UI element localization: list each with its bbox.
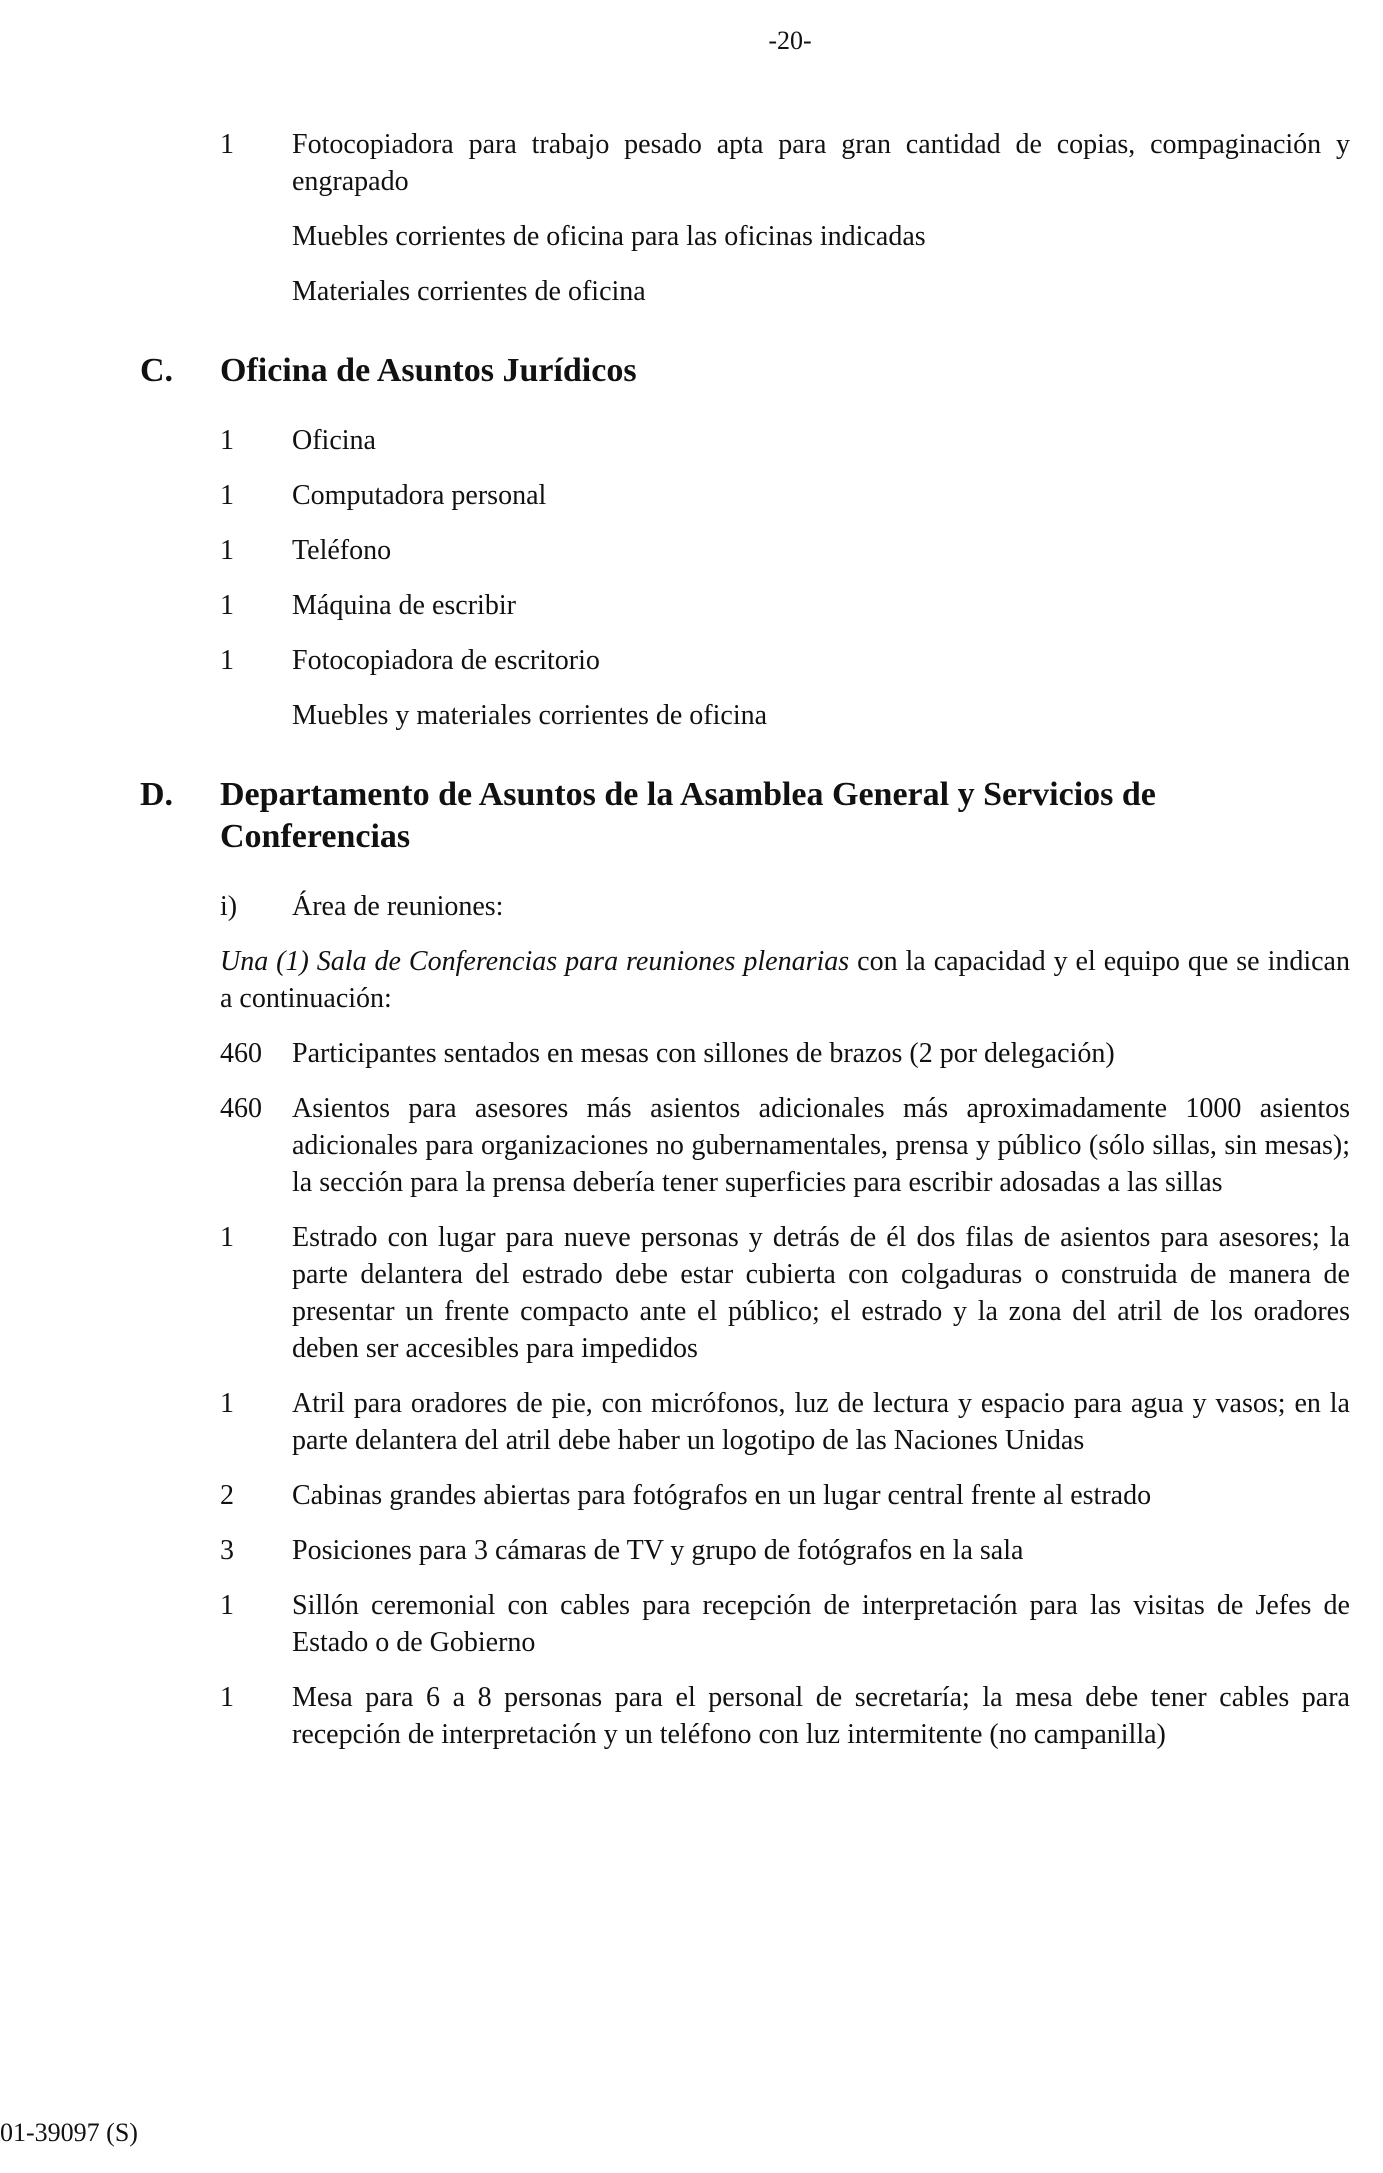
item-text: Cabinas grandes abiertas para fotógrafos en un lugar central frente al estrado: [292, 1480, 1152, 1511]
list-item: [220, 1219, 1350, 1367]
item-text: Participantes sentados en mesas con sillones de brazos (2 por delegación): [292, 1038, 1115, 1069]
intro-italic: Una (1) Sala de Conferencias para reuniones plenarias: [220, 946, 850, 977]
list-item: [220, 697, 1350, 734]
list-item: [220, 1587, 1350, 1661]
item-text: Muebles corrientes de oficina para las oficinas indicadas: [292, 221, 926, 252]
section-letter: D.: [140, 776, 174, 813]
item-quantity: 460: [220, 1093, 262, 1124]
subsection-marker: i): [220, 891, 238, 922]
item-text: Computadora personal: [292, 480, 547, 511]
list-item: [220, 1477, 1350, 1514]
list-item: [220, 587, 1350, 624]
document-body: [140, 126, 1350, 1771]
section-d-sub: [140, 888, 1350, 925]
item-quantity: 1: [220, 590, 234, 621]
item-text: Mesa para 6 a 8 personas para el personal de secretaría; la mesa debe tener cables para recepción de interpretación y un teléfono con luz intermitente (no campanilla): [292, 1682, 1350, 1750]
item-quantity: 1: [220, 425, 234, 456]
top-items-list: [140, 126, 1350, 310]
subsection-item: [220, 888, 1350, 925]
item-text: Posiciones para 3 cámaras de TV y grupo de fotógrafos en la sala: [292, 1535, 1024, 1566]
item-text: Materiales corrientes de oficina: [292, 276, 646, 307]
item-quantity: 1: [220, 535, 234, 566]
item-quantity: [220, 697, 292, 734]
list-item: [220, 1679, 1350, 1753]
item-quantity: [220, 218, 292, 255]
list-item: [220, 1385, 1350, 1459]
intro-rest: con la capacidad y el equipo que se indican a continuación:: [220, 946, 1350, 1014]
list-item: [220, 642, 1350, 679]
list-item: [220, 126, 1350, 200]
section-letter: C.: [140, 352, 174, 389]
section-title: Departamento de Asuntos de la Asamblea General y Servicios de Conferencias: [220, 776, 1156, 855]
item-quantity: 460: [220, 1038, 262, 1069]
section-c-heading: [140, 350, 1350, 392]
list-item: [220, 273, 1350, 310]
item-quantity: 1: [220, 1590, 234, 1621]
list-item: [220, 422, 1350, 459]
item-text: Estrado con lugar para nueve personas y detrás de él dos filas de asientos para asesores; la parte delantera del estrado debe estar cubierta con colgaduras o construida de manera de presentar un frente compacto ante el público; el estrado y la zona del atril de los oradores deben ser accesibles para impedidos: [292, 1222, 1350, 1364]
item-quantity: 1: [220, 480, 234, 511]
page-number: -20-: [768, 26, 812, 55]
section-title: Oficina de Asuntos Jurídicos: [220, 352, 637, 389]
item-quantity: 2: [220, 1480, 234, 1511]
section-c-list: [140, 422, 1350, 734]
item-text: Oficina: [292, 425, 376, 456]
document-code: 01-39097 (S): [0, 2118, 138, 2147]
item-quantity: 1: [220, 1388, 234, 1419]
section-d-list: [140, 1035, 1350, 1753]
list-item: [220, 1035, 1350, 1072]
intro-paragraph: [140, 943, 1350, 1017]
item-text: Teléfono: [292, 535, 392, 566]
item-quantity: 1: [220, 645, 234, 676]
item-text: Asientos para asesores más asientos adicionales más aproximadamente 1000 asientos adicionales para organizaciones no gubernamentales, prensa y público (sólo sillas, sin mesas); la sección para la prensa debería tener superficies para escribir adosadas a las sillas: [292, 1093, 1350, 1198]
item-text: Máquina de escribir: [292, 590, 516, 621]
list-item: [220, 218, 1350, 255]
item-text: Sillón ceremonial con cables para recepción de interpretación para las visitas de Jefes de Estado o de Gobierno: [292, 1590, 1350, 1658]
item-quantity: 1: [220, 129, 234, 160]
list-item: [220, 477, 1350, 514]
item-quantity: 3: [220, 1535, 234, 1566]
item-text: Fotocopiadora de escritorio: [292, 645, 600, 676]
item-text: Muebles y materiales corrientes de oficina: [292, 700, 768, 731]
list-item: [220, 1090, 1350, 1201]
item-text: Atril para oradores de pie, con micrófonos, luz de lectura y espacio para agua y vasos; en la parte delantera del atril debe haber un logotipo de las Naciones Unidas: [292, 1388, 1350, 1456]
list-item: [220, 1532, 1350, 1569]
section-d-heading: [140, 774, 1350, 858]
item-quantity: 1: [220, 1682, 234, 1713]
list-item: [220, 532, 1350, 569]
item-text: Fotocopiadora para trabajo pesado apta para gran cantidad de copias, compaginación y engrapado: [292, 129, 1350, 197]
item-quantity: [220, 273, 292, 310]
item-quantity: 1: [220, 1222, 234, 1253]
subsection-title: Área de reuniones:: [292, 891, 504, 922]
